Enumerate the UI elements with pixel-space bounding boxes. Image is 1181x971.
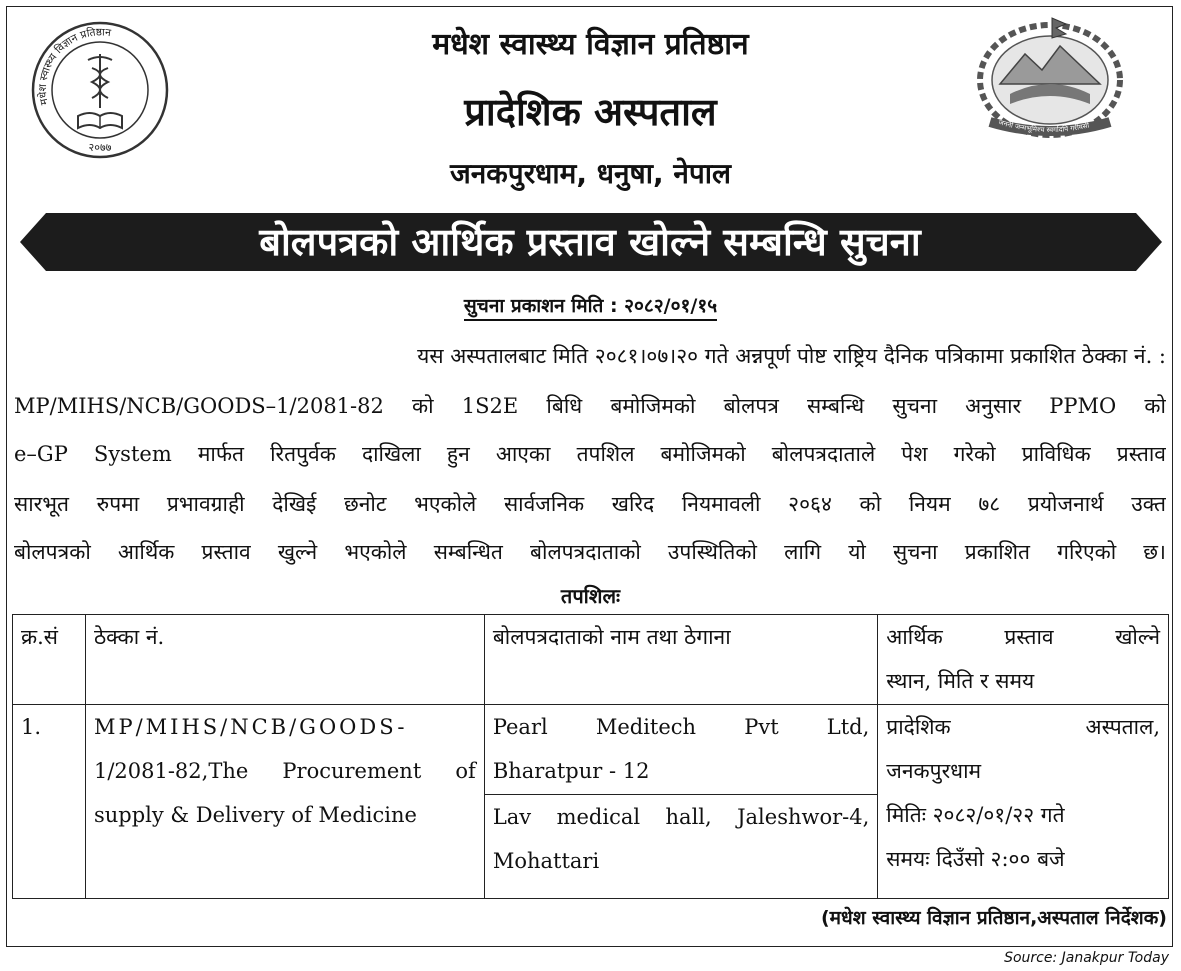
org-name: मधेश स्वास्थ्य विज्ञान प्रतिष्ठान: [432, 27, 749, 62]
body-line-2: MP/MIHS/NCB/GOODS–1/2081-82 को 1S2E बिधि बमोजिमको बोलपत्र सम्बन्धि सुचना अनुसार PPMO को: [14, 394, 1166, 418]
emblem-motto: जननी जन्मभूमिश्च स्वर्गादपि गरीयसी: [997, 118, 1090, 135]
signature-line: (मधेश स्वास्थ्य विज्ञान प्रतिष्ठान,अस्पताल निर्देशक): [820, 907, 1167, 929]
body-line-5: बोलपत्रको आर्थिक प्रस्ताव खुल्ने भएकोले सम्बन्धित बोलपत्रदाताको उपस्थितिको लागि यो सुचना प्रकाशित गरिएको छ।: [14, 540, 1166, 564]
body-line-4: सारभूत रुपमा प्रभावग्राही देखिई छनोट भएकोले सार्वजनिक खरिद नियमावली २०६४ को नियम ७८ प्रयोजनार्थ उक्त: [14, 492, 1166, 516]
bid-details-table: [12, 614, 1169, 899]
venue-line1: प्रादेशिक अस्पताल,: [886, 715, 1160, 739]
bidder-1: [484, 705, 877, 795]
header-venue-line2: स्थान, मिति र समय: [886, 669, 1035, 693]
opening-date: मितिः २०८२/०१/२२ गते: [886, 803, 1065, 827]
bidder-2-line2: Mohattari: [492, 849, 600, 873]
header-bidder: बोलपत्रदाताको नाम तथा ठेगाना: [484, 615, 877, 705]
source-credit: Source: Janakpur Today: [1004, 950, 1169, 966]
logo-year: २०७७: [88, 141, 112, 154]
header-sn: क्र.सं: [13, 615, 86, 705]
hospital-name: प्रादेशिक अस्पताल: [464, 90, 717, 134]
publication-date: [0, 292, 1181, 318]
venue-line2: जनकपुरधाम: [886, 759, 982, 783]
header-venue-line1: आर्थिक प्रस्ताव खोल्ने: [886, 625, 1160, 649]
bidder-2-line1: Lav medical hall, Jaleshwor-4,: [492, 805, 870, 829]
body-line-1: यस अस्पतालबाट मिति २०८१।०७।२० गते अन्नपूर्ण पोष्ट राष्ट्रिय दैनिक पत्रिकामा प्रकाशित ठेक्का नं. :: [417, 344, 1166, 368]
contract-no-rest: 1/2081-82,The Procurement of supply & Delivery of Medicine: [93, 759, 476, 827]
row-sn: 1.: [13, 705, 86, 899]
header-venue: [878, 615, 1169, 705]
hospital-location: जनकपुरधाम, धनुषा, नेपाल: [449, 157, 732, 190]
opening-time: समयः दिउँसो २:०० बजे: [886, 847, 1065, 871]
details-heading: तपशिलः: [560, 584, 621, 608]
publication-date-text: सुचना प्रकाशन मिति : २०८२/०१/१५: [464, 295, 717, 321]
bidder-1-line2: Bharatpur - 12: [492, 759, 650, 783]
row-venue: [878, 705, 1169, 899]
logo-ring-text: मधेश स्वास्थ्य विज्ञान प्रतिष्ठान: [36, 26, 112, 107]
contract-no-line1: MP/MIHS/NCB/GOODS-: [93, 715, 408, 739]
table-header-row: [13, 615, 1169, 705]
body-line-3: e–GP System मार्फत रितपुर्वक दाखिला हुन आएका तपशिल बमोजिमको बोलपत्रदाताले पेश गरेको प्राविधिक प्रस्ताव: [14, 442, 1166, 466]
header-contract-no: ठेक्का नं.: [85, 615, 484, 705]
bidder-1-line1: Pearl Meditech Pvt Ltd,: [492, 715, 870, 739]
notice-title: बोलपत्रको आर्थिक प्रस्ताव खोल्ने सम्बन्धि सुचना: [259, 220, 921, 264]
table-row: [13, 705, 1169, 795]
row-contract-no: [85, 705, 484, 899]
bidder-2: [484, 795, 877, 899]
